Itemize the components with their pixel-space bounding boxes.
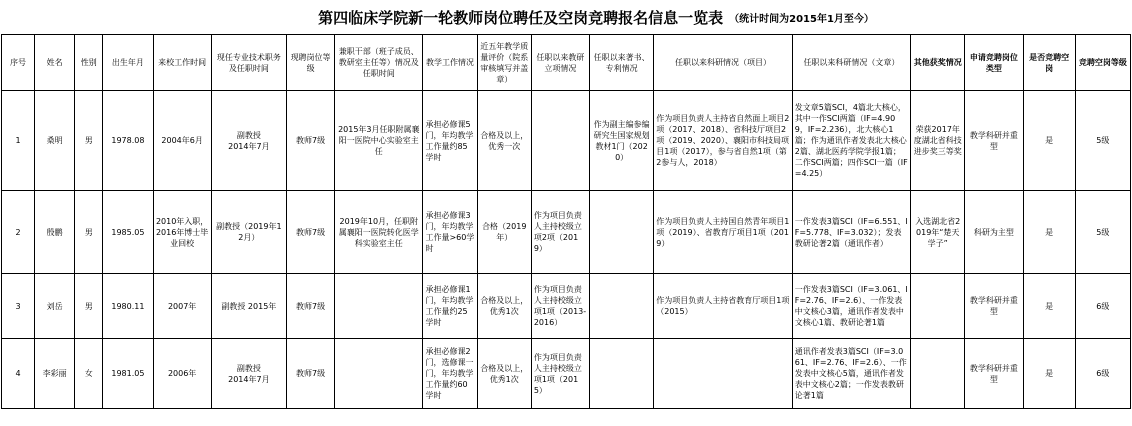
cell-gender: 男: [75, 274, 103, 339]
cell-cadre: 2019年10月，任职附属襄阳一医院转化医学科实验室主任: [335, 191, 423, 274]
cell-vacancy-level: 6级: [1075, 339, 1130, 409]
cell-cadre: [335, 274, 423, 339]
cell-title: 副教授 2015年: [211, 274, 286, 339]
cell-title: 副教授 2014年7月: [211, 339, 286, 409]
col-header: 兼职干部（班子成员、教研室主任等）情况及任职时间: [335, 35, 423, 91]
cell-no: 1: [2, 91, 35, 191]
cell-type: 教学科研并重型: [965, 91, 1023, 191]
cell-vacancy-level: 6级: [1075, 274, 1130, 339]
cell-articles: 发文章5篇SCI，4篇北大核心，其中一作SCI两篇（IF=4.909，IF=2.236），北大核心1篇；作为通讯作者发表北大核心2篇、湖北医药学院学报1篇；二作SCI两篇；四作SCI一篇（IF=4.25）: [792, 91, 910, 191]
cell-books: [590, 191, 654, 274]
cell-join: 2010年入职，2016年博士毕业回校: [153, 191, 211, 274]
col-header: 现聘岗位等级: [286, 35, 334, 91]
cell-vacancy: 是: [1023, 91, 1075, 191]
cell-level: 教师7级: [286, 339, 334, 409]
cell-birth: 1985.05: [103, 191, 153, 274]
cell-name: 桑明: [35, 91, 75, 191]
cell-level: 教师7级: [286, 91, 334, 191]
cell-gender: 女: [75, 339, 103, 409]
cell-awards: 入选湖北省2019年“楚天学子”: [911, 191, 965, 274]
cell-teaching-projects: 作为项目负责人主持校级立项1项（2013-2016）: [531, 274, 589, 339]
cell-gender: 男: [75, 91, 103, 191]
cell-type: 科研为主型: [965, 191, 1023, 274]
cell-name: 刘岳: [35, 274, 75, 339]
cell-evaluation: 合格（2019年）: [477, 191, 531, 274]
cell-birth: 1978.08: [103, 91, 153, 191]
col-header: 来校工作时间: [153, 35, 211, 91]
cell-teaching: 承担必修课3门，年均教学工作量>60学时: [423, 191, 477, 274]
table-row: [2, 91, 1131, 191]
cell-title: 副教授 2014年7月: [211, 91, 286, 191]
col-header: 出生年月: [103, 35, 153, 91]
cell-vacancy: 是: [1023, 339, 1075, 409]
cell-vacancy: 是: [1023, 274, 1075, 339]
col-header: 性别: [75, 35, 103, 91]
col-header: 姓名: [35, 35, 75, 91]
cell-projects: 作为项目负责人主持国自然青年项目1项（2019）、省教育厅项目1项（2019）: [654, 191, 792, 274]
cell-teaching: 承担必修课2门，选修课一门，年均教学工作量约60学时: [423, 339, 477, 409]
cell-articles: 一作发表3篇SCI（IF=6.551、IF=5.778、IF=3.032）；发表教研论著2篇（通讯作者）: [792, 191, 910, 274]
col-header: 序号: [2, 35, 35, 91]
col-header: 任职以来著书、专利情况: [590, 35, 654, 91]
col-header: 任职以来教研立项情况: [531, 35, 589, 91]
cell-vacancy-level: 5级: [1075, 91, 1130, 191]
cell-no: 3: [2, 274, 35, 339]
teacher-info-table: [1, 34, 1131, 409]
cell-name: 殷鹏: [35, 191, 75, 274]
cell-teaching-projects: 作为项目负责人主持校级立项2项（2019）: [531, 191, 589, 274]
cell-level: 教师7级: [286, 274, 334, 339]
col-header: 是否竞聘空岗: [1023, 35, 1075, 91]
col-header: 其他获奖情况: [911, 35, 965, 91]
table-row: [2, 274, 1131, 339]
cell-name: 李彩丽: [35, 339, 75, 409]
cell-books: 作为副主编参编研究生国家规划教材1门（2020）: [590, 91, 654, 191]
table-row: [2, 339, 1131, 409]
cell-vacancy-level: 5级: [1075, 191, 1130, 274]
cell-title: 副教授（2019年12月）: [211, 191, 286, 274]
cell-vacancy: 是: [1023, 191, 1075, 274]
col-header: 任职以来科研情况（项目）: [654, 35, 792, 91]
cell-no: 2: [2, 191, 35, 274]
header-row: [2, 35, 1131, 91]
cell-birth: 1980.11: [103, 274, 153, 339]
col-header: 现任专业技术职务及任职时间: [211, 35, 286, 91]
cell-teaching-projects: 作为项目负责人主持校级立项1项（2015）: [531, 339, 589, 409]
sheet-subtitle: （统计时间为2015年1月至今）: [729, 13, 874, 25]
cell-awards: [911, 274, 965, 339]
cell-projects: 作为项目负责人主持省自然面上项目2项（2017、2018）、省科技厅项目2项（2019、2020）、襄阳市科技局项目1项（2017），参与省自然1项（第2参与人，2018）: [654, 91, 792, 191]
cell-evaluation: 合格及以上，优秀1次: [477, 339, 531, 409]
col-header: 竞聘空岗等级: [1075, 35, 1130, 91]
cell-gender: 男: [75, 191, 103, 274]
col-header: 申请竞聘岗位类型: [965, 35, 1023, 91]
sheet-title: 第四临床学院新一轮教师岗位聘任及空岗竞聘报名信息一览表: [318, 8, 724, 27]
col-header: 教学工作情况: [423, 35, 477, 91]
cell-teaching: 承担必修课5门，年均教学工作量约85学时: [423, 91, 477, 191]
cell-teaching-projects: [531, 91, 589, 191]
cell-projects: 作为项目负责人主持省教育厅项目1项（2015）: [654, 274, 792, 339]
cell-join: 2004年6月: [153, 91, 211, 191]
table-row: [2, 191, 1131, 274]
cell-awards: [911, 339, 965, 409]
cell-type: 教学科研并重型: [965, 339, 1023, 409]
cell-type: 教学科研并重型: [965, 274, 1023, 339]
cell-cadre: [335, 339, 423, 409]
cell-articles: 通讯作者发表3篇SCI（IF=3.061、IF=2.76、IF=2.6）、一作发表中文核心5篇，通讯作者发表中文核心2篇；一作发表教研论著1篇: [792, 339, 910, 409]
cell-level: 教师7级: [286, 191, 334, 274]
cell-teaching: 承担必修课1门，年均教学工作量约25学时: [423, 274, 477, 339]
col-header: 近五年教学质量评价（院系审核填写并盖章）: [477, 35, 531, 91]
cell-no: 4: [2, 339, 35, 409]
cell-birth: 1981.05: [103, 339, 153, 409]
cell-articles: 一作发表3篇SCI（IF=3.061、IF=2.76、IF=2.6）、一作发表中文核心3篇，通讯作者发表中文核心1篇、教研论著1篇: [792, 274, 910, 339]
cell-books: [590, 274, 654, 339]
cell-cadre: 2015年3月任职附属襄阳一医院中心实验室主任: [335, 91, 423, 191]
cell-awards: 荣获2017年度湖北省科技进步奖三等奖: [911, 91, 965, 191]
cell-books: [590, 339, 654, 409]
cell-evaluation: 合格及以上，优秀1次: [477, 274, 531, 339]
sheet-title-bar: [0, 0, 1132, 34]
cell-evaluation: 合格及以上，优秀一次: [477, 91, 531, 191]
cell-projects: [654, 339, 792, 409]
col-header: 任职以来科研情况（文章）: [792, 35, 910, 91]
cell-join: 2007年: [153, 274, 211, 339]
cell-join: 2006年: [153, 339, 211, 409]
